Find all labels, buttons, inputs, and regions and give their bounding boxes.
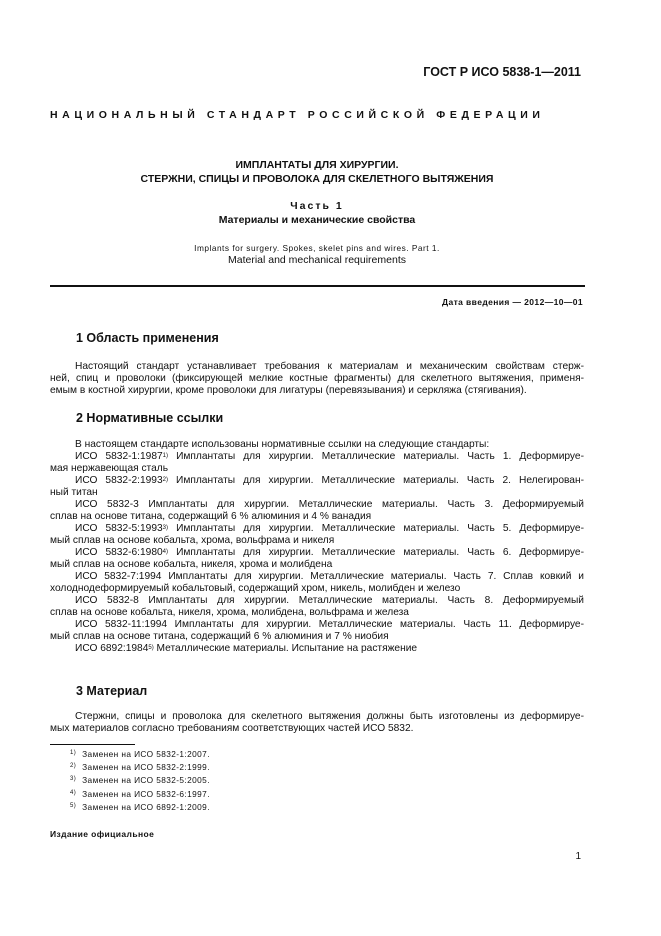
reference-continuation: мый сплав на основе титана, содержащий 6 % алюминия и 7 % ниобия [50,631,389,642]
official-edition-label: Издание официальное [50,829,155,839]
footnote-text: Заменен на ИСО 5832-1:2007. [82,749,210,759]
footnote [70,774,210,787]
reference-code: ИСО 5832-3 [75,499,139,510]
footnote-mark: 5) [148,645,154,651]
reference-continuation: сплав на основе кобальта, никеля, хрома, молибдена, вольфрама и железа [50,607,409,618]
section-2-body [50,439,584,655]
footnote-mark: 3) [70,776,77,783]
reference-code: ИСО 5832-1:1987 [75,451,163,462]
footnote-text: Заменен на ИСО 6892-1:2009. [82,801,210,812]
reference-code: ИСО 5832-6:1980 [75,547,163,558]
english-title-line-2: Material and mechanical requirements [227,254,406,266]
paragraph-line: Настоящий стандарт устанавливает требования к материалам и механическим свойствам стерж- [75,361,584,372]
footnote-mark: 3) [162,525,169,531]
footnote-mark: 4) [70,789,77,796]
effective-date: Дата введения — 2012—10—01 [442,297,583,307]
footnote-text: Заменен на ИСО 5832-2:1999. [82,762,210,773]
reference-title: Имплантаты для хирургии. Металлические материалы. Часть 1. Деформируе- [168,451,584,462]
section-3-body [50,711,584,735]
section-3-heading: 3 Материал [76,684,148,698]
footnote [70,748,210,761]
paragraph-line: Стержни, спицы и проволока для скелетного вытяжения должны быть изготовлены из деформируе- [75,711,584,722]
reference-item [50,595,584,607]
footnotes [70,748,210,814]
footnote-mark: 2) [162,477,168,483]
reference-code: ИСО 5832-8 [75,595,139,606]
section-1-heading: 1 Область применения [76,331,219,345]
reference-item [50,499,584,511]
page-number: 1 [575,851,581,862]
english-title-line-1: Implants for surgery. Spokes, skelet pins and wires. Part 1. [194,243,440,253]
reference-title: Металлические материалы. Испытание на растяжение [153,643,418,654]
reference-title: Имплантаты для хирургии. Металлические материалы. Часть 8. Деформируемый [138,595,584,606]
reference-continuation: сплав на основе титана, содержащий 6 % алюминия и 4 % ванадия [50,511,372,522]
footnote-text: Заменен на ИСО 5832-5:2005. [82,775,210,786]
paragraph-line: емым в костной хирургии, кроме проволоки для лигатуры (перевязывания) и серкляжа (стягивания). [50,385,527,396]
reference-title: Имплантаты для хирургии. Металлические материалы. Часть 3. Деформируемый [138,499,584,510]
reference-item [50,475,584,487]
reference-code: ИСО 6892:1984 [75,643,149,654]
document-code: ГОСТ Р ИСО 5838-1—2011 [423,65,581,79]
footnote-mark: 5) [70,802,77,809]
title-divider [50,285,585,287]
reference-item [50,619,584,631]
reference-continuation: мый сплав на основе кобальта, никеля, хрома и молибдена [50,559,333,570]
footnote [70,788,210,801]
reference-continuation: холоднодеформируемый кобальтовый, содержащий хром, никель, молибден и железо [50,583,461,594]
reference-code: ИСО 5832-11:1994 [75,619,168,630]
footnote-mark: 1) [162,453,169,459]
reference-continuation: мая нержавеющая сталь [50,463,169,474]
reference-title: Имплантаты для хирургии. Металлические материалы. Часть 7. Сплав ковкий и [161,571,584,582]
reference-title: Имплантаты для хирургии. Металлические материалы. Часть 6. Деформируе- [168,547,584,558]
footnote-divider [50,744,135,745]
part-number: Часть 1 [290,200,344,212]
reference-continuation: мый сплав на основе кобальта, хрома, вольфрама и никеля [50,535,335,546]
footnote [70,761,210,774]
reference-title: Имплантаты для хирургии. Металлические материалы. Часть 5. Деформируе- [168,523,584,534]
paragraph-line: ней, спиц и проволоки (фиксирующей мелкие костные фрагменты) для скелетного вытяжения, применя- [50,373,584,384]
reference-item [50,547,584,559]
reference-item [50,643,584,655]
reference-item [50,451,584,463]
section-1-body [50,361,584,397]
reference-code: ИСО 5832-2:1993 [75,475,163,486]
reference-continuation: ный титан [50,487,98,498]
national-standard-banner: НАЦИОНАЛЬНЫЙ СТАНДАРТ РОССИЙСКОЙ ФЕДЕРАЦИИ [50,109,545,121]
title-line-2: СТЕРЖНИ, СПИЦЫ И ПРОВОЛОКА ДЛЯ СКЕЛЕТНОГО ВЫТЯЖЕНИЯ [140,173,494,185]
footnote [70,801,210,814]
reference-code: ИСО 5832-5:1993 [75,523,163,534]
footnote-mark: 2) [70,763,77,770]
references-list [50,451,584,655]
title-line-1: ИМПЛАНТАТЫ ДЛЯ ХИРУРГИИ. [235,159,399,171]
reference-code: ИСО 5832-7:1994 [75,571,162,582]
footnote-mark: 4) [162,549,169,555]
part-name: Материалы и механические свойства [218,214,416,226]
section-2-heading: 2 Нормативные ссылки [76,411,224,425]
reference-item [50,523,584,535]
reference-title: Имплантаты для хирургии. Металлические материалы. Часть 11. Деформируе- [167,619,584,630]
reference-title: Имплантаты для хирургии. Металлические материалы. Часть 2. Нелегирован- [167,475,584,486]
footnote-mark: 1) [70,750,77,756]
footnote-text: Заменен на ИСО 5832-6:1997. [82,788,210,799]
paragraph-line: мых материалов согласно требованиям соответствующих частей ИСО 5832. [50,723,414,734]
reference-item [50,571,584,583]
references-intro: В настоящем стандарте использованы нормативные ссылки на следующие стандарты: [75,439,490,450]
